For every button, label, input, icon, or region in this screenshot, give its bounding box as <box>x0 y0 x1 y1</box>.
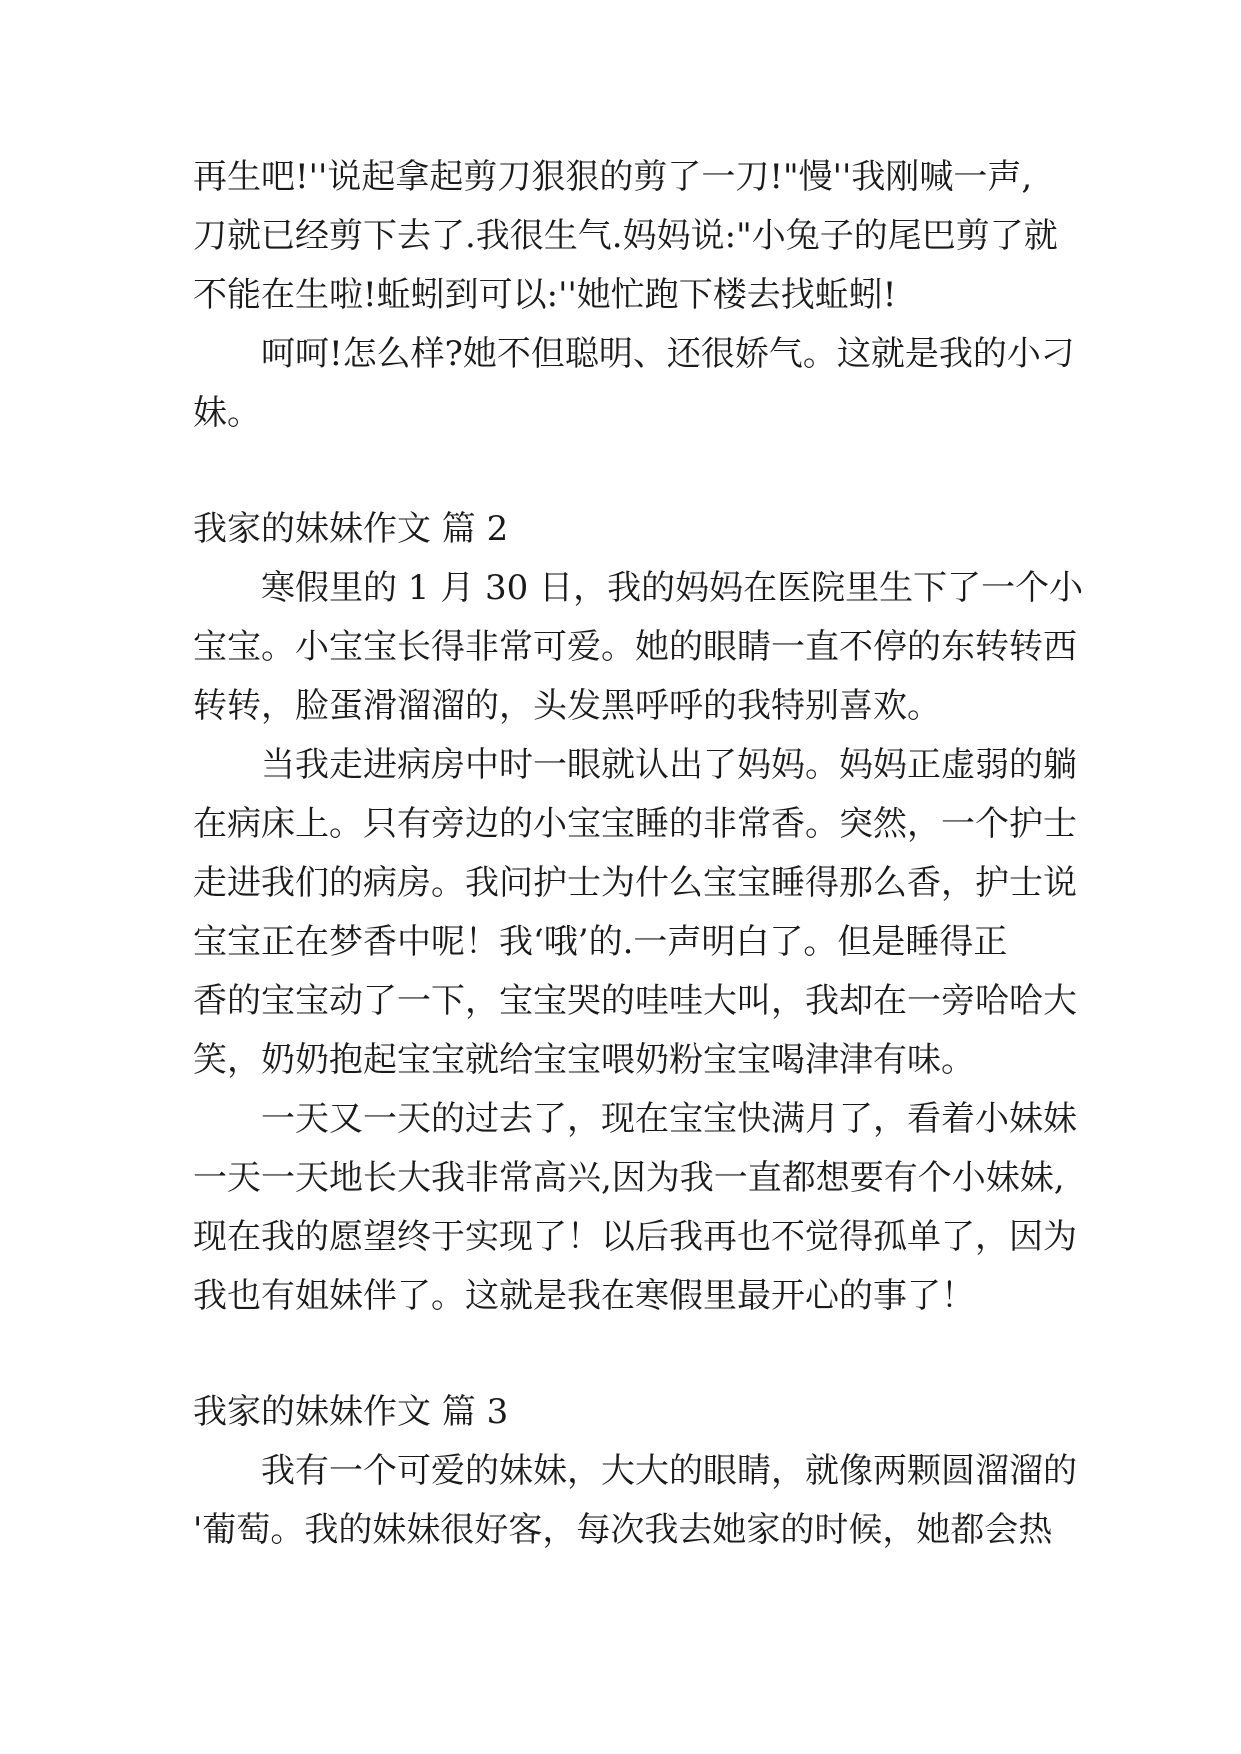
text-line: 再生吧!''说起拿起剪刀狠狠的剪了一刀!"慢''我刚喊一声, <box>193 157 1033 197</box>
paragraph-closing <box>193 325 1075 443</box>
text-line: 我也有姐妹伴了。这就是我在寒假里最开心的事了！ <box>193 1276 975 1316</box>
text-line: 我有一个可爱的妹妹，大大的眼睛，就像两颗圆溜溜的 <box>261 1451 1077 1491</box>
document-page <box>193 148 1084 1560</box>
text-line: 在病床上。只有旁边的小宝宝睡的非常香。突然，一个护士 <box>193 804 1077 844</box>
text-line: 宝宝正在梦香中呢！我‘哦’的.一声明白了。但是睡得正 <box>193 922 1008 962</box>
text-line: 妹。 <box>193 393 261 433</box>
text-line: 现在我的愿望终于实现了！以后我再也不觉得孤单了，因为 <box>193 1217 1077 1257</box>
text-line: '葡萄。我的妹妹很好客，每次我去她家的时候，她都会热 <box>193 1510 1053 1550</box>
paragraph-2a <box>193 559 1084 736</box>
text-line: 一天又一天的过去了，现在宝宝快满月了，看着小妹妹 <box>261 1099 1077 1139</box>
text-line: 香的宝宝动了一下，宝宝哭的哇哇大叫，我却在一旁哈哈大 <box>193 981 1077 1021</box>
paragraph-3a <box>193 1442 1077 1560</box>
text-line: 走进我们的病房。我问护士为什么宝宝睡得那么香，护士说 <box>193 863 1077 903</box>
text-line: 不能在生啦!蚯蚓到可以:''她忙跑下楼去找蚯蚓! <box>193 275 897 315</box>
text-line: 寒假里的 1 月 30 日，我的妈妈在医院里生下了一个小 <box>261 568 1084 608</box>
section-heading-3: 我家的妹妹作文 篇 3 <box>193 1392 509 1432</box>
text-line: 转转，脸蛋滑溜溜的，头发黑呼呼的我特别喜欢。 <box>193 686 941 726</box>
paragraph-2b <box>193 736 1077 1090</box>
paragraph-continuation <box>193 148 1058 325</box>
text-line: 当我走进病房中时一眼就认出了妈妈。妈妈正虚弱的躺 <box>261 745 1077 785</box>
paragraph-2c <box>193 1090 1077 1326</box>
section-gap <box>193 1326 1053 1383</box>
text-line: 刀就已经剪下去了.我很生气.妈妈说:"小兔子的尾巴剪了就 <box>193 216 1058 256</box>
text-line: 一天一天地长大我非常高兴,因为我一直都想要有个小妹妹, <box>193 1158 1065 1198</box>
section-gap <box>193 443 1053 500</box>
text-line: 笑，奶奶抱起宝宝就给宝宝喂奶粉宝宝喝津津有味。 <box>193 1040 975 1080</box>
section-heading-2: 我家的妹妹作文 篇 2 <box>193 509 509 549</box>
text-line: 宝宝。小宝宝长得非常可爱。她的眼睛一直不停的东转转西 <box>193 627 1077 667</box>
text-line: 呵呵!怎么样?她不但聪明、还很娇气。这就是我的小刁 <box>261 334 1075 374</box>
